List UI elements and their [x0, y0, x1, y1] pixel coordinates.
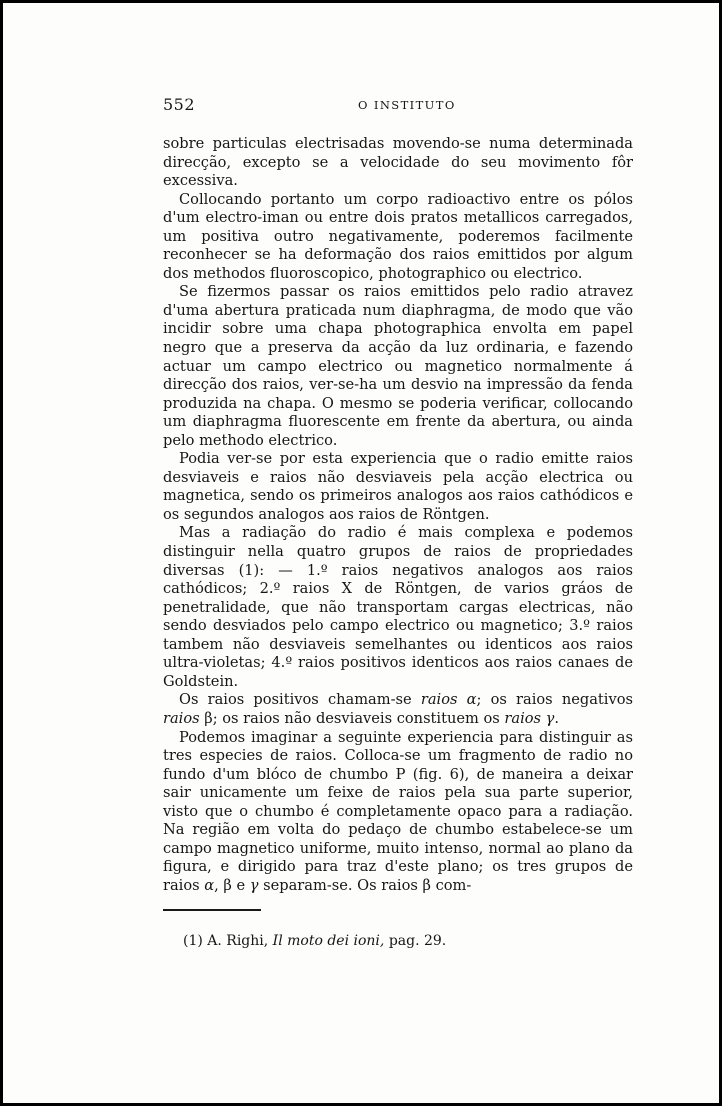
page-number: 552 [163, 95, 196, 114]
paragraph: sobre particulas electrisadas movendo-se numa determinada direcção, excepto se a velocidade do seu movimento fôr excessiva. [163, 135, 633, 190]
italic-text: raios γ [504, 709, 555, 727]
paragraph: Podia ver-se por esta experiencia que o radio emitte raios desviaveis e raios não desviaveis pela acção electrica ou magnetica, sendo os primeiros analogos aos raios cathódicos e os segundos analogos aos raios de Röntgen. [163, 450, 633, 523]
paragraph: Mas a radiação do radio é mais complexa e podemos distinguir nella quatro grupos de raios de propriedades diversas (1): — 1.º raios negativos analogos aos raios cathódicos; 2.º raios X de Röntgen, de varios gráos de penetralidade, que não transportam cargas electricas, não sendo desviados pelo campo electrico ou magnetico; 3.º raios tambem não desviaveis semelhantes ou identicos aos raios ultra-violetas; 4.º raios positivos identicos aos raios canaes de Goldstein. [163, 524, 633, 690]
paragraph: Collocando portanto um corpo radioactivo entre os pólos d'um electro-iman ou entre dois pratos metallicos carregados, um positiva outro negativamente, poderemos facilmente reconhecer se ha deformação dos raios emittidos por algum dos methodos fluoroscopico, photographico ou electrico. [163, 190, 633, 282]
page-header [163, 95, 633, 119]
italic-text: Il moto dei ioni, [272, 933, 385, 949]
italic-text: γ [249, 876, 259, 894]
running-title: O INSTITUTO [358, 98, 456, 112]
paragraph: Podemos imaginar a seguinte experiencia para distinguir as tres especies de raios. Colloca-se um fragmento de radio no fundo d'um blóco de chumbo P (fig. 6), de maneira a deixar sair unicamente um feixe de raios pela sua parte superior, visto que o chumbo é completamente opaco para a radiação. Na região em volta do pedaço de chumbo estabelece-se um campo magnetico uniforme, muito intenso, normal ao plano da figura, e dirigido para traz d'este plano; os tres grupos de raios α, β e γ separam-se. Os raios β com- [163, 728, 633, 894]
italic-text: raios [163, 709, 200, 727]
paragraph: Os raios positivos chamam-se raios α; os raios negativos raios β; os raios não desviaveis constituem os raios γ. [163, 691, 633, 727]
footnote-rule [163, 909, 261, 911]
paragraph: Se fizermos passar os raios emittidos pelo radio atravez d'uma abertura praticada num diaphragma, de modo que vão incidir sobre uma chapa photographica envolta em papel negro que a preserva da acção da luz ordinaria, e fazendo actuar um campo electrico ou magnetico normalmente á direcção dos raios, ver-se-ha um desvio na impressão da fenda produzida na chapa. O mesmo se poderia verificar, collocando um diaphragma fluorescente em frente da abertura, ou ainda pelo methodo electrico. [163, 283, 633, 449]
footnote: (1) A. Righi, Il moto dei ioni, pag. 29. [183, 933, 447, 949]
body-text [163, 135, 633, 895]
italic-text: raios α [420, 691, 477, 709]
italic-text: α [204, 876, 215, 894]
